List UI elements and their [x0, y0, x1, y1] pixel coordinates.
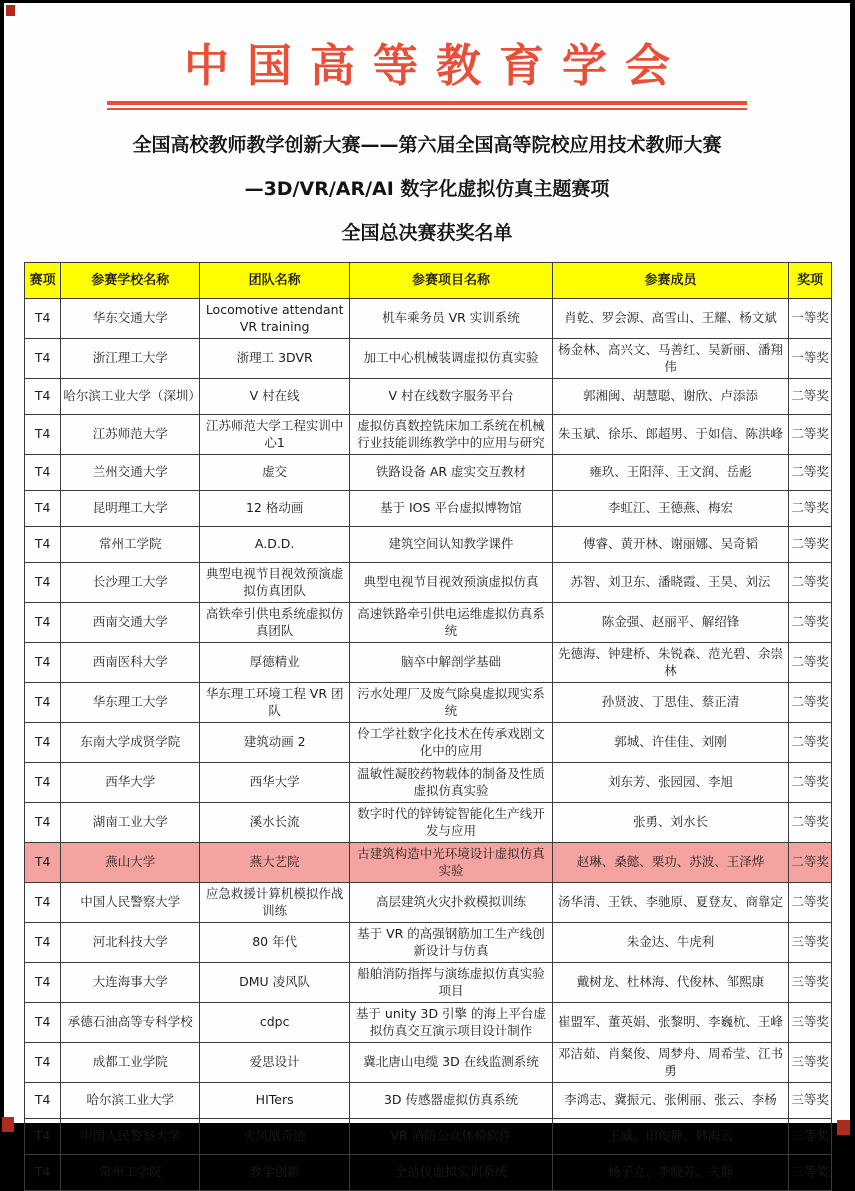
title-double-rule: [107, 101, 747, 110]
cell-members: 郭城、许佳佳、刘刚: [552, 723, 788, 763]
table-header-cell: 赛项: [25, 263, 61, 299]
table-header-cell: 团队名称: [200, 263, 350, 299]
table-row: [25, 763, 832, 803]
table-row: [25, 527, 832, 563]
cell-award: 三等奖: [789, 1043, 832, 1083]
cell-award: 三等奖: [789, 1083, 832, 1119]
cell-members: 朱玉斌、徐乐、郎超男、于如信、陈洪峰: [552, 415, 788, 455]
cell-award: 一等奖: [789, 339, 832, 379]
table-row: [25, 299, 832, 339]
awards-table: [24, 262, 832, 1191]
cell-members: 崔盟军、董英娟、张黎明、李巍杭、王峰: [552, 1003, 788, 1043]
cell-school: 西华大学: [61, 763, 200, 803]
cell-project: 3D 传感器虚拟仿真系统: [350, 1083, 553, 1119]
cell-members: 赵琳、桑懿、栗功、苏波、王泽烨: [552, 843, 788, 883]
cell-members: 杨金林、高兴文、马善红、吴新丽、潘翔伟: [552, 339, 788, 379]
cell-school: 兰州交通大学: [61, 455, 200, 491]
cell-project: 脑卒中解剖学基础: [350, 643, 553, 683]
organization-title: 中国高等教育学会: [183, 39, 688, 92]
table-row-highlighted: [25, 843, 832, 883]
cell-event: T4: [25, 963, 61, 1003]
cell-event: T4: [25, 1083, 61, 1119]
cell-award: 二等奖: [789, 763, 832, 803]
cell-award: 一等奖: [789, 299, 832, 339]
cell-event: T4: [25, 455, 61, 491]
cell-school: 哈尔滨工业大学（深圳）: [61, 379, 200, 415]
cell-event: T4: [25, 603, 61, 643]
table-row: [25, 723, 832, 763]
cell-event: T4: [25, 803, 61, 843]
cell-team: 华东理工环境工程 VR 团队: [200, 683, 350, 723]
cell-members: 李虹江、王德燕、梅宏: [552, 491, 788, 527]
cell-team: 典型电视节目视效预演虚拟仿真团队: [200, 563, 350, 603]
cell-award: 二等奖: [789, 883, 832, 923]
cell-school: 中国人民警察大学: [61, 1119, 200, 1155]
table-row: [25, 415, 832, 455]
cell-event: T4: [25, 299, 61, 339]
table-row: [25, 643, 832, 683]
cell-school: 常州工学院: [61, 527, 200, 563]
table-row: [25, 603, 832, 643]
cell-school: 湖南工业大学: [61, 803, 200, 843]
cell-project: 铁路设备 AR 虚实交互教材: [350, 455, 553, 491]
table-header-cell: 奖项: [789, 263, 832, 299]
cell-members: 张勇、刘水长: [552, 803, 788, 843]
cell-team: 厚德精业: [200, 643, 350, 683]
cell-school: 华东理工大学: [61, 683, 200, 723]
cell-team: 建筑动画 2: [200, 723, 350, 763]
cell-project: 加工中心机械装调虚拟仿真实验: [350, 339, 553, 379]
cell-team: 教学创新: [200, 1155, 350, 1191]
cell-team: 西华大学: [200, 763, 350, 803]
cell-members: 刘东芳、张园园、李旭: [552, 763, 788, 803]
table-row: [25, 339, 832, 379]
cell-award: 二等奖: [789, 527, 832, 563]
cell-team: 80 年代: [200, 923, 350, 963]
table-row: [25, 1043, 832, 1083]
cell-members: 杨子立、李晓芳、关静: [552, 1155, 788, 1191]
cell-event: T4: [25, 883, 61, 923]
cell-award: 三等奖: [789, 1119, 832, 1155]
table-row: [25, 883, 832, 923]
cell-members: 王威、田俊静、韩海云: [552, 1119, 788, 1155]
cell-project: 典型电视节目视效预演虚拟仿真: [350, 563, 553, 603]
cell-project: 船舶消防指挥与演练虚拟仿真实验项目: [350, 963, 553, 1003]
cell-school: 河北科技大学: [61, 923, 200, 963]
cell-members: 汤华清、王铁、李驰原、夏登友、商靠定: [552, 883, 788, 923]
cell-project: 基于 unity 3D 引擎 的海上平台虚拟仿真交互演示项目设计制作: [350, 1003, 553, 1043]
table-row: [25, 1083, 832, 1119]
cell-award: 二等奖: [789, 643, 832, 683]
cell-project: 冀北唐山电缆 3D 在线监测系统: [350, 1043, 553, 1083]
cell-project: 虚拟仿真数控铣床加工系统在机械行业技能训练教学中的应用与研究: [350, 415, 553, 455]
cell-event: T4: [25, 491, 61, 527]
table-header-row: [25, 263, 832, 299]
cell-project: V 村在线数字服务平台: [350, 379, 553, 415]
cell-school: 燕山大学: [61, 843, 200, 883]
cell-team: 爱思设计: [200, 1043, 350, 1083]
cell-award: 三等奖: [789, 1155, 832, 1191]
document-title-line-1: 全国高校教师教学创新大赛——第六届全国高等院校应用技术教师大赛: [132, 134, 722, 156]
cell-team: V 村在线: [200, 379, 350, 415]
cell-project: 高速铁路牵引供电运维虚拟仿真系统: [350, 603, 553, 643]
cell-team: cdpc: [200, 1003, 350, 1043]
cell-event: T4: [25, 643, 61, 683]
cell-team: 12 格动画: [200, 491, 350, 527]
cell-team: 虚交: [200, 455, 350, 491]
cell-award: 二等奖: [789, 603, 832, 643]
table-row: [25, 1119, 832, 1155]
cell-event: T4: [25, 1043, 61, 1083]
cell-event: T4: [25, 843, 61, 883]
cell-school: 长沙理工大学: [61, 563, 200, 603]
table-row: [25, 455, 832, 491]
cell-team: DMU 凌风队: [200, 963, 350, 1003]
cell-team: 火凤凰奇迹: [200, 1119, 350, 1155]
cell-members: 陈金强、赵丽平、解绍锋: [552, 603, 788, 643]
cell-team: HITers: [200, 1083, 350, 1119]
cell-award: 三等奖: [789, 1003, 832, 1043]
table-row: [25, 1155, 832, 1191]
cell-team: 应急救援计算机模拟作战训练: [200, 883, 350, 923]
cell-award: 二等奖: [789, 455, 832, 491]
cell-event: T4: [25, 1155, 61, 1191]
cell-members: 李鸿志、冀振元、张俐丽、张云、李杨: [552, 1083, 788, 1119]
cell-members: 孙贤波、丁思佳、蔡正清: [552, 683, 788, 723]
cell-school: 大连海事大学: [61, 963, 200, 1003]
cell-project: 数字时代的锌铸锭智能化生产线开发与应用: [350, 803, 553, 843]
cell-project: 高层建筑火灾扑救模拟训练: [350, 883, 553, 923]
cell-project: 建筑空间认知教学课件: [350, 527, 553, 563]
table-header-cell: 参赛学校名称: [61, 263, 200, 299]
cell-school: 哈尔滨工业大学: [61, 1083, 200, 1119]
cell-team: 江苏师范大学工程实训中心1: [200, 415, 350, 455]
table-row: [25, 563, 832, 603]
cell-event: T4: [25, 339, 61, 379]
cell-project: 温敏性凝胶药物载体的制备及性质虚拟仿真实验: [350, 763, 553, 803]
cell-members: 苏智、刘卫东、潘晓霞、王昊、刘沄: [552, 563, 788, 603]
cell-award: 二等奖: [789, 415, 832, 455]
cell-school: 昆明理工大学: [61, 491, 200, 527]
cell-event: T4: [25, 379, 61, 415]
cell-project: 基于 VR 的高强钢筋加工生产线创新设计与仿真: [350, 923, 553, 963]
cell-team: Locomotive attendant VR training: [200, 299, 350, 339]
cell-team: 高铁牵引供电系统虚拟仿真团队: [200, 603, 350, 643]
cell-event: T4: [25, 763, 61, 803]
cell-project: 伶工学社数字化技术在传承戏剧文化中的应用: [350, 723, 553, 763]
document-title-line-2: —3D/VR/AR/AI 数字化虚拟仿真主题赛项: [244, 178, 610, 200]
cell-award: 三等奖: [789, 963, 832, 1003]
cell-team: 浙理工 3DVR: [200, 339, 350, 379]
document-page: [4, 3, 850, 1180]
cell-members: 傅睿、黄开林、谢丽娜、吴奇韬: [552, 527, 788, 563]
cell-event: T4: [25, 1003, 61, 1043]
cell-award: 二等奖: [789, 491, 832, 527]
cell-team: 燕大艺院: [200, 843, 350, 883]
document-title-block: [4, 130, 850, 245]
cell-members: 肖乾、罗会源、高雪山、王耀、杨文斌: [552, 299, 788, 339]
cell-school: 成都工业学院: [61, 1043, 200, 1083]
cell-award: 二等奖: [789, 723, 832, 763]
cell-event: T4: [25, 723, 61, 763]
table-row: [25, 683, 832, 723]
corner-mark-bottom-right: [837, 1120, 850, 1135]
table-header-cell: 参赛项目名称: [350, 263, 553, 299]
cell-school: 东南大学成贤学院: [61, 723, 200, 763]
corner-mark-top-left: [6, 5, 15, 16]
cell-project: 污水处理厂及废气除臭虚拟现实系统: [350, 683, 553, 723]
table-row: [25, 379, 832, 415]
cell-project: 机车乘务员 VR 实训系统: [350, 299, 553, 339]
cell-school: 常州工学院: [61, 1155, 200, 1191]
table-row: [25, 923, 832, 963]
cell-members: 雍玖、王阳萍、王文润、岳彪: [552, 455, 788, 491]
cell-project: 全站仪虚拟实训系统: [350, 1155, 553, 1191]
cell-project: VR 消防公众体验软件: [350, 1119, 553, 1155]
cell-event: T4: [25, 415, 61, 455]
cell-event: T4: [25, 683, 61, 723]
table-row: [25, 491, 832, 527]
cell-team: A.D.D.: [200, 527, 350, 563]
document-title-line-3: 全国总决赛获奖名单: [341, 222, 513, 244]
cell-members: 邓洁茹、肖粲俊、周梦舟、周希莹、江书勇: [552, 1043, 788, 1083]
cell-award: 二等奖: [789, 843, 832, 883]
cell-members: 朱金达、牛虎利: [552, 923, 788, 963]
cell-school: 中国人民警察大学: [61, 883, 200, 923]
cell-school: 承德石油高等专科学校: [61, 1003, 200, 1043]
cell-project: 古建筑构造中光环境设计虚拟仿真实验: [350, 843, 553, 883]
cell-event: T4: [25, 923, 61, 963]
cell-project: 基于 IOS 平台虚拟博物馆: [350, 491, 553, 527]
cell-members: 戴树龙、杜林海、代俊林、邹熙康: [552, 963, 788, 1003]
table-row: [25, 803, 832, 843]
cell-award: 二等奖: [789, 563, 832, 603]
cell-school: 西南交通大学: [61, 603, 200, 643]
cell-event: T4: [25, 527, 61, 563]
cell-award: 二等奖: [789, 379, 832, 415]
cell-team: 溪水长流: [200, 803, 350, 843]
cell-school: 浙江理工大学: [61, 339, 200, 379]
cell-award: 三等奖: [789, 923, 832, 963]
cell-school: 华东交通大学: [61, 299, 200, 339]
cell-award: 二等奖: [789, 803, 832, 843]
cell-members: 郭湘闽、胡慧聪、谢欣、卢添添: [552, 379, 788, 415]
cell-event: T4: [25, 563, 61, 603]
table-row: [25, 1003, 832, 1043]
cell-members: 先德海、钟建桥、朱锐森、范光碧、余崇林: [552, 643, 788, 683]
cell-award: 二等奖: [789, 683, 832, 723]
corner-mark-bottom-left: [2, 1117, 14, 1132]
table-header-cell: 参赛成员: [552, 263, 788, 299]
cell-event: T4: [25, 1119, 61, 1155]
cell-school: 江苏师范大学: [61, 415, 200, 455]
cell-school: 西南医科大学: [61, 643, 200, 683]
table-row: [25, 963, 832, 1003]
